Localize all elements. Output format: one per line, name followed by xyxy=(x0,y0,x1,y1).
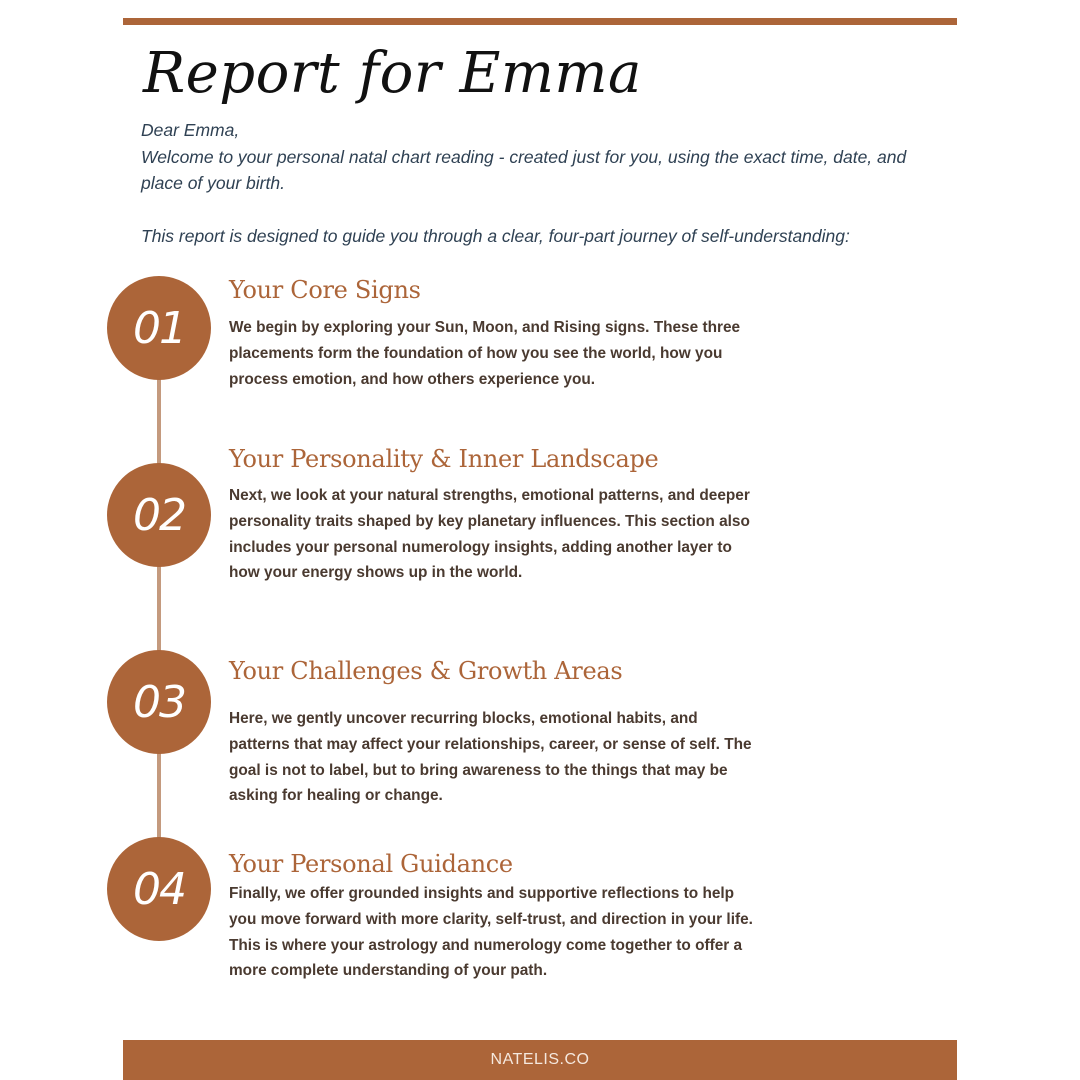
report-title: Report for Emma xyxy=(143,41,642,106)
timeline-connector xyxy=(157,330,161,885)
intro-welcome: Welcome to your personal natal chart reading - created just for you, using the exact time, date, and place of your birth. xyxy=(141,146,907,193)
intro-greeting: Dear Emma, xyxy=(141,120,240,140)
footer-website-link[interactable]: NATELIS.CO xyxy=(490,1051,590,1068)
step-number-badge: 01 xyxy=(107,276,211,380)
step-number-badge: 03 xyxy=(107,650,211,754)
step-body: Finally, we offer grounded insights and supportive reflections to help you move forward with more clarity, self-trust, and direction in your life. This is where your astrology and numerology come together to offer a more complete understanding of your path. xyxy=(229,885,753,980)
footer-bar xyxy=(123,1040,957,1080)
step-body: Here, we gently uncover recurring blocks, emotional habits, and patterns that may affect your relationships, career, or sense of self. The goal is not to label, but to bring awareness to the things that may be asking for healing or change. xyxy=(229,710,752,805)
step-title: Your Core Signs xyxy=(229,276,421,304)
step-title: Your Personal Guidance xyxy=(229,850,513,878)
step-number-badge: 02 xyxy=(107,463,211,567)
step-number-badge: 04 xyxy=(107,837,211,941)
top-accent-rule xyxy=(123,18,957,25)
step-body: We begin by exploring your Sun, Moon, and Rising signs. These three placements form the foundation of how you see the world, how you process emotion, and how others experience you. xyxy=(229,319,741,388)
step-title: Your Challenges & Growth Areas xyxy=(229,657,623,685)
step-body: Next, we look at your natural strengths, emotional patterns, and deeper personality traits shaped by key planetary influences. This section also includes your personal numerology insights, adding another layer to how your energy shows up in the world. xyxy=(229,487,750,582)
step-title: Your Personality & Inner Landscape xyxy=(229,445,659,473)
intro-text xyxy=(141,117,951,249)
intro-lead: This report is designed to guide you through a clear, four-part journey of self-understanding: xyxy=(141,225,850,246)
